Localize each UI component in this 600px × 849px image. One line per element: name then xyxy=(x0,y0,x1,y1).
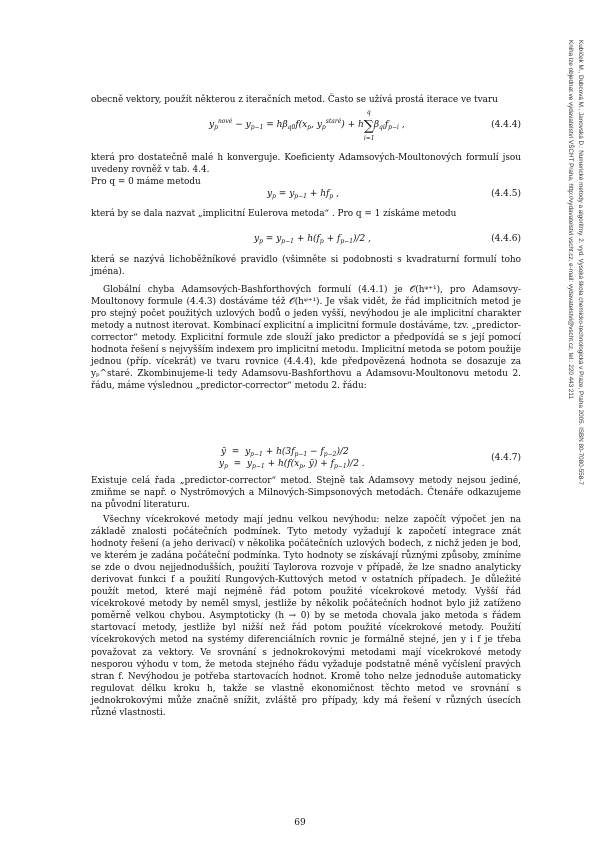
paragraph-6: Existuje celá řada „predictor-corrector“ metod. Stejně tak Adamsovy metody nejsou jediné, zmiňme se např. o Nyströmových a Milnových-Simpsonových metodách. Čtenáře odkazujeme na původní literaturu. xyxy=(91,476,521,511)
equation-number: (4.4.4) xyxy=(491,120,521,130)
equation-number: (4.4.6) xyxy=(491,234,521,244)
side-note-line-2: Kniha lze objednat ve vydavatelství VŠCHT Praha, http://vydavatelstvi.vscht.cz, e-mail: vydavatelstvi@vscht.cz, tel.: 220 443 211 xyxy=(567,40,574,399)
paragraph-5: Globální chyba Adamsových-Bashforthových formulí (4.4.1) je 𝒪(hᵠ⁺¹), pro Adamsovy-Moultonovy formule (4.4.3) dostáváme též 𝒪(hᵠ⁺¹). Je však vidět, že řád implicitních metod je pro stejný počet použitých uzlových bodů o jeden vyšší, nevýhodou je ale implicitní charakter metody a nutnost iterovat. Kombinací explicitní a implicitní formule dostáváme, tzv. „predictor-corrector“ metody. Explicitní formule zde slouží jako predictor a předpovídá se s její pomocí hodnota řešení s nejvyšším indexem pro implicitní metodu. Implicitní metoda se potom použije jednou (příp. vícekrát) ve tvaru rovnice (4.4.4), kde předpovězená hodnota se dosazuje za yₚ^staré. Zkombinujeme-li tedy Adamsovu-Bashforthovu a Adamsovu-Moultonovu metodu 2. řádu, máme výslednou „predictor-corrector“ metodu 2. řádu: xyxy=(91,285,521,392)
side-note xyxy=(562,40,588,600)
equation-4-4-4 xyxy=(91,109,521,142)
equation-4-4-6 xyxy=(91,234,521,248)
equation-4-4-5 xyxy=(91,189,521,203)
equation-4-4-7 xyxy=(91,447,521,473)
page-number: 69 xyxy=(294,818,306,828)
paragraph-2: která pro dostatečně malé h konverguje. Koeficienty Adamsových-Moultonových formulí jsou uvedeny rovněž v tab. 4.4. Pro q = 0 máme metodu xyxy=(91,153,521,188)
paragraph-1: obecně vektory, použít některou z iteračních metod. Často se užívá prostá iterace ve tvaru xyxy=(91,95,498,105)
paragraph-4: která se nazývá lichoběžníkové pravidlo (všimněte si podobnosti s kvadraturní formulí toho jména). xyxy=(91,255,521,278)
equation-body: $y_p = y_{p-1} + h(f_p + f_{p-1})/2$ , xyxy=(254,234,372,245)
paragraph-3: která by se dala nazvat „implicitní Eulerova metoda“ . Pro q = 1 získáme metodu xyxy=(91,209,457,219)
equation-body: $y_p^{nové} - y_{p-1} = h\beta_{q0}f(x_p$, $y_p^{staré}) + h\sum$ q i=1 $\beta_{qi}f_{p-i}$ , xyxy=(209,109,405,142)
paragraph-7: Všechny vícekrokové metody mají jednu velkou nevýhodu: nelze započít výpočet jen na základě znalosti počátečních podmínek. Tyto metody vyžadují k započetí integrace znát hodnoty řešení (a jeho derivací) v několika počátečních uzlových bodech, z nichž jeden je bod, ve kterém je zadána počáteční podmínka. Tyto hodnoty se získávají různými způsoby, zmíníme se zde o dvou nejjednodušších, použití Taylorova rozvoje v případě, že lze snadno analyticky derivovat funkci f a použití Rungových-Kuttových metod v ostatních případech. Je důležité použít metod, které mají nejméně řád potom použité vícekrokové metody. Vyšší řád vícekrokové metody by neměl smysl, jestliže by několik počátečních hodnot bylo již zatíženo poměrně velkou chybou. Asymptoticky (h → 0) by se metoda chovala jako metoda s řádem startovací metody, jestliže byl nižší než řád potom použité vícekrokové metody. Použití vícekrokových metod na systémy diferenciálních rovnic je formálně stejné, jen y i f je třeba považovat za vektory. Ve srovnání s jednokrokovými metodami mají vícekrokové metody nesporou výhodu v tom, že metoda stejného řádu vyžaduje podstatně méně vyčíslení pravých stran f. Nevýhodou je potřeba startovacích hodnot. Kromě toho nelze jednoduše automaticky regulovat délku kroku h, takže se vlastně ekonomičnost těchto metod ve srovnání s jednokrokovými může značně snížit, zvláště pro případy, kdy má řešení v různých úsecích různé vlastnosti. xyxy=(91,515,521,718)
side-note-line-1: Kubíček M., Dubcová M., Janovská D.: Numerické metody a algoritmy. 2. vyd. Vysoká škola chemicko-technologická v Praze, Praha 2005. ISBN 80-7080-558-7 xyxy=(577,40,584,485)
equation-number: (4.4.7) xyxy=(491,453,521,463)
equation-number: (4.4.5) xyxy=(491,189,521,199)
predictor-line: ȳ = $y_{p-1} + h(3f_{p-1} - f_{p-2})/2$ xyxy=(221,447,349,458)
equation-body: $y_p = y_{p-1} + hf_p$ , xyxy=(267,189,339,200)
corrector-line: $y_p = y_{p-1} + h(f(x_p$, ȳ) + $f_{p-1})/2$ . xyxy=(219,459,365,470)
sum-symbol: ∑ q i=1 xyxy=(363,109,375,142)
